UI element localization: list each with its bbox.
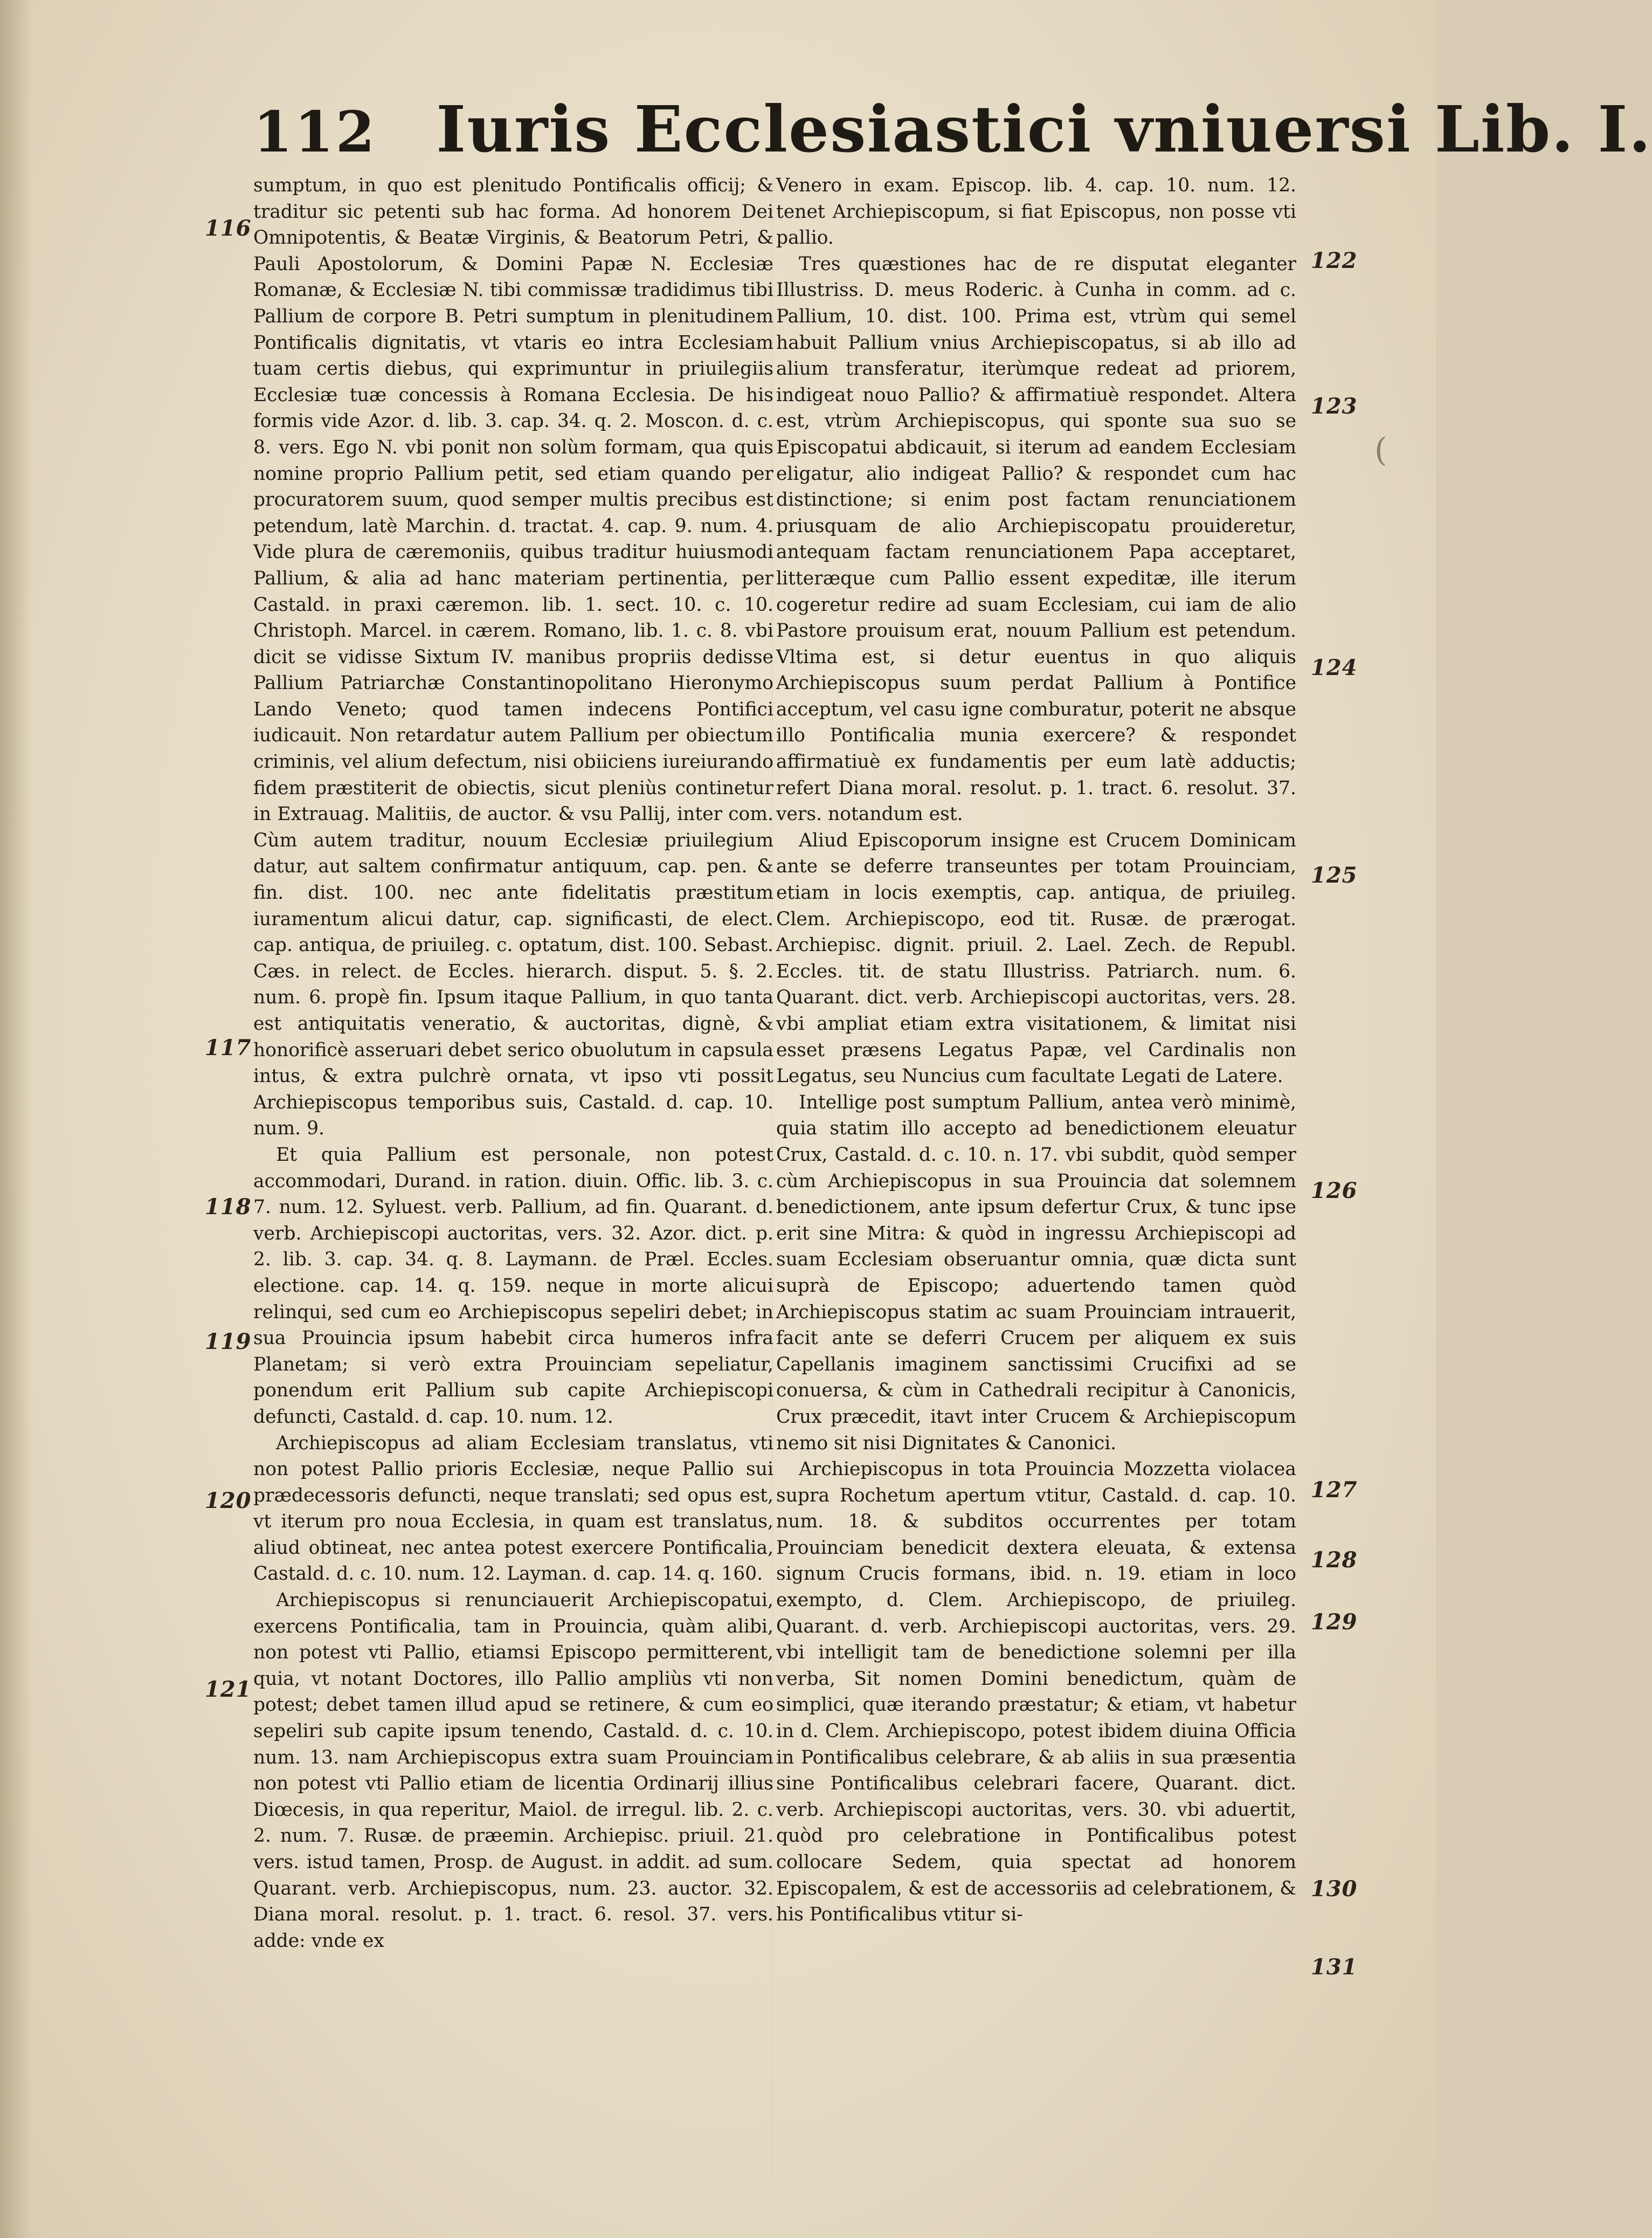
paragraph: Archiepiscopus si renunciauerit Archiepiscopatui, exercens Pontificalia, tam in Prouincia, quàm alibi, non potest vti Pallio, etiamsi Episcopo permitterent, quia, vt notant Doctores, illo Pallio ampliùs vti non potest; debet tamen illud apud se retinere, & cum eo sepeliri sub capite ipsum tenendo, Castald. d. c. 10. num. 13. nam Archiepiscopus extra suam Prouinciam non potest vti Pallio etiam de licentia Ordinarij illius Diœcesis, in qua reperitur, Maiol. de irregul. lib. 2. c. 2. num. 7. Rusæ. de præemin. Archiepisc. priuil. 21. vers. istud tamen, Prosp. de August. in addit. ad sum. Quarant. verb. Archiepiscopus, num. 23. auctor. 32. Diana moral. resolut. p. 1. tract. 6. resol. 37. vers. adde: vnde ex [253, 1589, 773, 1952]
margin-number: 116 [205, 216, 252, 241]
margin-number: 130 [1311, 1876, 1358, 1902]
paragraph: Archiepiscopus in tota Prouincia Mozzetta violacea supra Rochetum apertum vtitur, Castald. d. cap. 10. num. 18. & subditos occurrentes per totam Prouinciam benedicit dextera eleuata, & extensa signum Crucis formans, ibid. n. 19. etiam in loco exempto, d. Clem. Archiepiscopo, de priuileg. Quarant. d. verb. Archiepiscopi auctoritas, vers. 29. vbi intelligit tam de benedictione solemni per illa verba, Sit nomen Domini benedictum, quàm de simplici, quæ iterando præstatur; & etiam, vt habetur in d. Clem. Archiepiscopo, potest ibidem diuina Officia in Pontificalibus celebrare, & ab aliis in sua præsentia sine Pontificalibus celebrari facere, Quarant. dict. verb. Archiepiscopi auctoritas, vers. 30. vbi aduertit, quòd pro celebratione in Pontificalibus potest collocare Sedem, quia spectat ad honorem Episcopalem, & est de accessoriis ad celebrationem, & his Pontificalibus vtitur si- [776, 1458, 1296, 1926]
margin-number: 118 [205, 1194, 252, 1220]
left-column [253, 173, 773, 2189]
margin-number: 126 [1311, 1178, 1358, 1203]
margin-number: 127 [1311, 1477, 1358, 1503]
margin-number: 129 [1311, 1609, 1358, 1635]
margin-number: 125 [1311, 863, 1358, 888]
margin-number: 124 [1311, 655, 1358, 680]
running-title: Iuris Ecclesiastici vniuersi Lib. I. [436, 92, 1652, 167]
margin-number: 117 [205, 1035, 252, 1061]
margin-number: 122 [1311, 248, 1358, 273]
bleed-through-mark: ( [1374, 431, 1387, 469]
gutter-shadow [0, 0, 32, 2238]
paragraph: Intellige post sumptum Pallium, antea verò minimè, quia statim illo accepto ad benedictionem eleuatur Crux, Castald. d. c. 10. n. 17. vbi subdit, quòd semper cùm Archiepiscopus in sua Prouincia dat solemnem benedictionem, ante ipsum defertur Crux, & tunc ipse erit sine Mitra: & quòd in ingressu Archiepiscopi ad suam Ecclesiam obseruantur omnia, quæ dicta sunt suprà de Episcopo; aduertendo tamen quòd Archiepiscopus statim ac suam Prouinciam intrauerit, facit ante se deferri Crucem per aliquem ex suis Capellanis imaginem sanctissimi Crucifixi ad se conuersa, & cùm in Cathedrali recipitur à Canonicis, Crux præcedit, itavt inter Crucem & Archiepiscopum nemo sit nisi Dignitates & Canonici. [776, 1091, 1296, 1454]
paragraph: sumptum, in quo est plenitudo Pontificalis officij; & traditur sic petenti sub hac forma. Ad honorem Dei Omnipotentis, & Beatæ Virginis, & Beatorum Petri, & Pauli Apostolorum, & Domini Papæ N. Ecclesiæ Romanæ, & Ecclesiæ N. tibi commissæ tradidimus tibi Pallium de corpore B. Petri sumptum in plenitudinem Pontificalis dignitatis, vt vtaris eo intra Ecclesiam tuam certis diebus, qui exprimuntur in priuilegiis Ecclesiæ tuæ concessis à Romana Ecclesia. De his formis vide Azor. d. lib. 3. cap. 34. q. 2. Moscon. d. c. 8. vers. Ego N. vbi ponit non solùm formam, qua quis nomine proprio Pallium petit, sed etiam quando per procuratorem suum, quod semper multis precibus est petendum, latè Marchin. d. tractat. 4. cap. 9. num. 4. Vide plura de cæremoniis, quibus traditur huiusmodi Pallium, & alia ad hanc materiam pertinentia, per Castald. in praxi cæremon. lib. 1. sect. 10. c. 10. Christoph. Marcel. in cærem. Romano, lib. 1. c. 8. vbi dicit se vidisse Sixtum IV. manibus propriis dedisse Pallium Patriarchæ Constantinopolitano Hieronymo Lando Veneto; quod tamen indecens Pontifici iudicauit. Non retardatur autem Pallium per obiectum criminis, vel alium defectum, nisi obiiciens iureiurando fidem præstiterit de obiectis, sicut pleniùs continetur in Extrauag. Malitiis, de auctor. & vsu Pallij, inter com. Cùm autem traditur, nouum Ecclesiæ priuilegium datur, aut saltem confirmatur antiquum, cap. pen. & fin. dist. 100. nec ante fidelitatis præstitum iuramentum alicui datur, cap. significasti, de elect. cap. antiqua, de priuileg. c. optatum, dist. 100. Sebast. Cæs. in relect. de Eccles. hierarch. disput. 5. §. 2. num. 6. propè fin. Ipsum itaque Pallium, in quo tanta est antiquitatis veneratio, & auctoritas, dignè, & honorificè asseruari debet serico obuolutum in capsula intus, & extra pulchrè ornata, vt ipso vti possit Archiepiscopus temporibus suis, Castald. d. cap. 10. num. 9. [253, 175, 773, 1140]
paragraph: Tres quæstiones hac de re disputat eleganter Illustriss. D. meus Roderic. à Cunha in comm. ad c. Pallium, 10. dist. 100. Prima est, vtrùm qui semel habuit Pallium vnius Archiepiscopatus, si ab illo ad alium transferatur, iterùmque redeat ad priorem, indigeat nouo Pallio? & affirmatiuè respondet. Altera est, vtrùm Archiepiscopus, qui sponte sua suo se Episcopatui abdicauit, si iterum ad eandem Ecclesiam eligatur, alio indigeat Pallio? & respondet cum hac distinctione; si enim post factam renunciationem priusquam de alio Archiepiscopatu prouideretur, antequam factam renunciationem Papa acceptaret, litteræque cum Pallio essent expeditæ, ille iterum cogeretur redire ad suam Ecclesiam, cui iam de alio Pastore prouisum erat, nouum Pallium est petendum. Vltima est, si detur euentus in quo aliquis Archiepiscopus suum perdat Pallium à Pontifice acceptum, vel casu igne comburatur, poterit ne absque illo Pontificalia munia exercere? & respondet affirmatiuè ex fundamentis per eum latè adductis; refert Diana moral. resolut. p. 1. tract. 6. resolut. 37. vers. notandum est. [776, 253, 1296, 825]
margin-number: 128 [1311, 1547, 1358, 1573]
margin-number: 123 [1311, 394, 1358, 419]
margin-number: 120 [205, 1488, 252, 1513]
paragraph: Venero in exam. Episcop. lib. 4. cap. 10. num. 12. tenet Archiepiscopum, si fiat Episcopus, non posse vti pallio. [776, 175, 1296, 249]
paragraph: Archiepiscopus ad aliam Ecclesiam translatus, vti non potest Pallio prioris Ecclesiæ, neque Pallio sui prædecessoris defuncti, neque translati; sed opus est, vt iterum pro noua Ecclesia, in quam est translatus, aliud obtineat, nec antea potest exercere Pontificalia, Castald. d. c. 10. num. 12. Layman. d. cap. 14. q. 160. [253, 1432, 773, 1585]
margin-number: 119 [205, 1329, 252, 1354]
paragraph: Aliud Episcoporum insigne est Crucem Dominicam ante se deferre transeuntes per totam Prouinciam, etiam in locis exemptis, cap. antiqua, de priuileg. Clem. Archiepiscopo, eod tit. Rusæ. de prærogat. Archiepisc. dignit. priuil. 2. Lael. Zech. de Republ. Eccles. tit. de statu Illustriss. Patriarch. num. 6. Quarant. dict. verb. Archiepiscopi auctoritas, vers. 28. vbi ampliat etiam extra visitationem, & limitat nisi esset præsens Legatus Papæ, vel Cardinalis non Legatus, seu Nuncius cum facultate Legati de Latere. [776, 829, 1296, 1087]
page-number: 112 [253, 99, 377, 165]
margin-number: 121 [205, 1677, 252, 1702]
right-column [776, 173, 1296, 2189]
page-header [253, 92, 1652, 173]
margin-number: 131 [1311, 1954, 1358, 1980]
paragraph: Et quia Pallium est personale, non potest accommodari, Durand. in ration. diuin. Offic. lib. 3. c. 7. num. 12. Syluest. verb. Pallium, ad fin. Quarant. d. verb. Archiepiscopi auctoritas, vers. 32. Azor. dict. p. 2. lib. 3. cap. 34. q. 8. Laymann. de Præl. Eccles. electione. cap. 14. q. 159. neque in morte alicui relinqui, sed cum eo Archiepiscopus sepeliri debet; in sua Prouincia ipsum habebit circa humeros infra Planetam; si verò extra Prouinciam sepeliatur, ponendum erit Pallium sub capite Archiepiscopi defuncti, Castald. d. cap. 10. num. 12. [253, 1144, 773, 1428]
